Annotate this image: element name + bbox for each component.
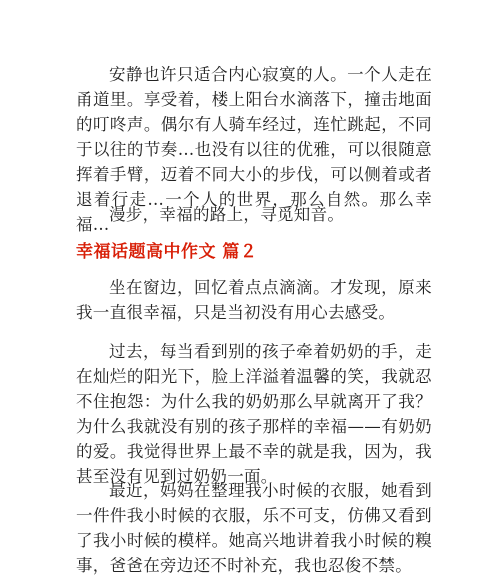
- paragraph-2: 漫步，幸福的路上，寻觅知音。: [109, 205, 345, 224]
- section-heading: 幸福话题高中作文 篇２: [76, 242, 258, 262]
- paragraph-1: 安静也许只适合内心寂寞的人。一个人走在甬道里。享受着，楼上阳台水滴落下，撞击地面的叮咚声。偶尔有人骑车经过，连忙跳起，不同于以往的节奏…也没有以往的优雅，可以很随意挥着手臂，迈着不同大小的步伐，可以侧着或者退着行走…一个人的世界，那么自然。那么幸福…: [76, 65, 432, 234]
- paragraph-3: 坐在窗边，回忆着点点滴滴。才发现，原来我一直很幸福，只是当初没有用心去感受。: [76, 278, 432, 322]
- paragraph-5: 最近，妈妈在整理我小时候的衣服，她看到一件件我小时候的衣服，乐不可支，仿佛又看到了我小时候的模样。她高兴地讲着我小时候的糗事，爸爸在旁边还不时补充，我也忍俊不禁。: [76, 481, 432, 575]
- paragraph-4: 过去，每当看到别的孩子牵着奶奶的手，走在灿烂的阳光下，脸上洋溢着温馨的笑，我就忍不住抱怨：为什么我的奶奶那么早就离开了我？为什么我就没有别的孩子那样的幸福——有奶奶的爱。我觉得世界上最不幸的就是我，因为，我甚至没有见到过奶奶一面。: [76, 342, 432, 486]
